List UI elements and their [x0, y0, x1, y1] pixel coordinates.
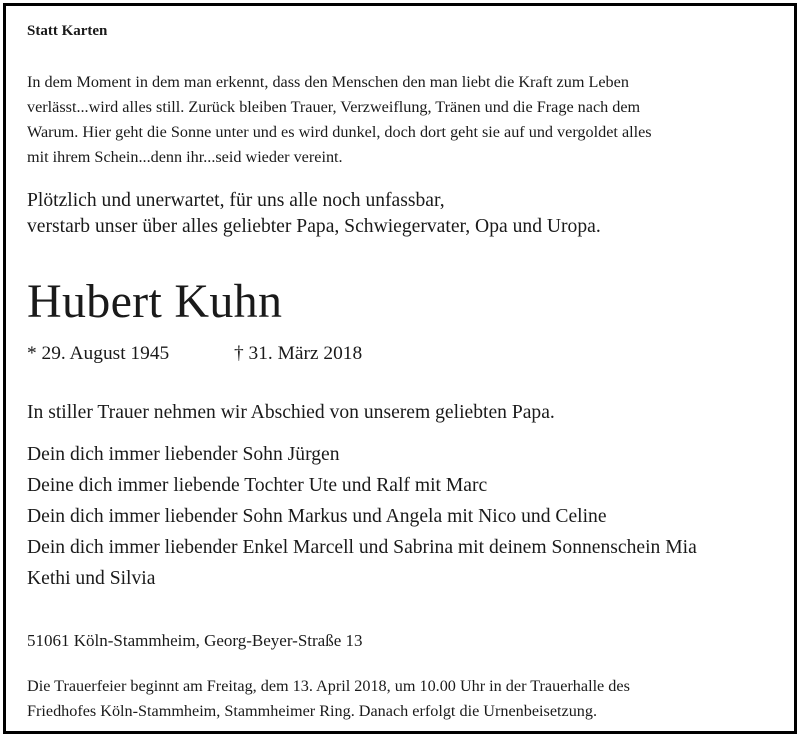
family-line: Dein dich immer liebender Sohn Markus und Angela mit Nico und Celine	[27, 506, 607, 527]
mourning-statement: In stiller Trauer nehmen wir Abschied von unserem geliebten Papa.	[27, 402, 555, 423]
mourning-address: 51061 Köln-Stammheim, Georg-Beyer-Straße 13	[27, 631, 363, 650]
life-dates	[27, 340, 363, 368]
poem-line: Warum. Hier geht die Sonne unter und es wird dunkel, doch dort geht sie auf und vergoldet alles	[27, 123, 652, 141]
poem-line: mit ihrem Schein...denn ihr...seid wieder vereint.	[27, 148, 343, 166]
family-line: Kethi und Silvia	[27, 568, 156, 589]
notice-header: Statt Karten	[27, 23, 108, 39]
family-line: Dein dich immer liebender Enkel Marcell und Sabrina mit deinem Sonnenschein Mia	[27, 537, 697, 558]
obituary-card	[3, 3, 797, 734]
birth-date: * 29. August 1945	[27, 343, 170, 364]
death-date: † 31. März 2018	[234, 343, 363, 364]
intro-line: Plötzlich und unerwartet, für uns alle noch unfassbar,	[27, 190, 445, 211]
service-line: Friedhofes Köln-Stammheim, Stammheimer Ring. Danach erfolgt die Urnenbeisetzung.	[27, 702, 598, 720]
family-line: Deine dich immer liebende Tochter Ute und Ralf mit Marc	[27, 475, 488, 496]
family-line: Dein dich immer liebender Sohn Jürgen	[27, 444, 340, 465]
poem-line: verlässt...wird alles still. Zurück bleiben Trauer, Verzweiflung, Tränen und die Frage nach dem	[27, 98, 641, 116]
intro-line: verstarb unser über alles geliebter Papa, Schwiegervater, Opa und Uropa.	[27, 216, 601, 237]
deceased-name: Hubert Kuhn	[27, 275, 283, 328]
service-line: Die Trauerfeier beginnt am Freitag, dem 13. April 2018, um 10.00 Uhr in der Trauerhalle des	[27, 677, 630, 695]
poem-line: In dem Moment in dem man erkennt, dass den Menschen den man liebt die Kraft zum Leben	[27, 73, 629, 91]
